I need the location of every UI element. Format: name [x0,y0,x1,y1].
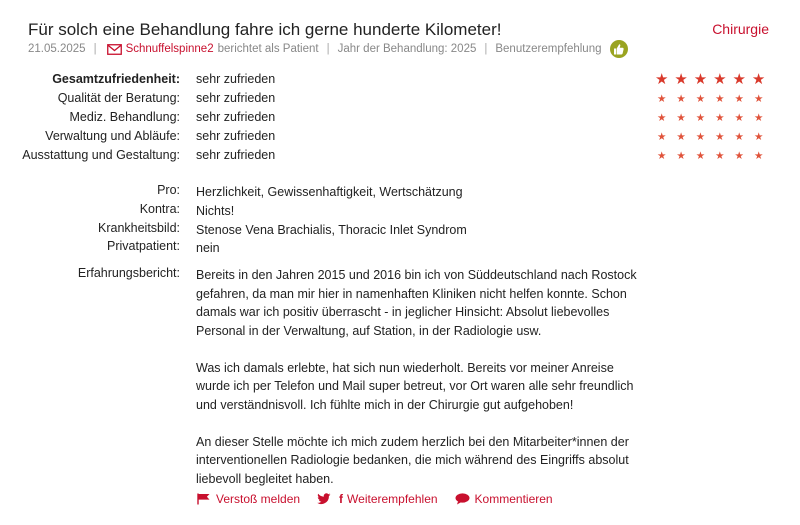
star-icon: ★ [751,71,766,88]
star-icon: ★ [676,150,686,162]
detail-value: Stenose Vena Brachialis, Thoracic Inlet Syndrom [196,223,467,237]
report-paragraph: An dieser Stelle möchte ich mich zudem herzlich bei den Mitarbeiter*innen der interventionellen Radiologie bedanken, die mich während des Eingriffs absolut liebevoll begleitet haben. [196,434,629,486]
star-icon: ★ [676,112,686,124]
experience-report [196,266,641,507]
star-icon: ★ [753,112,764,124]
star-icon: ★ [753,93,764,105]
recommend-button[interactable] [317,492,438,506]
rating-label: Ausstattung und Gestaltung: [22,148,180,162]
report-violation-label: Verstoß melden [216,492,301,506]
separator: | [326,43,330,55]
star-rating [652,90,768,108]
star-icon: ★ [753,150,764,162]
detail-label: Krankheitsbild: [98,221,180,235]
star-icon: ★ [695,150,706,162]
star-icon: ★ [715,93,725,105]
review-title: Für solch eine Behandlung fahre ich gerne hunderte Kilometer! [28,20,502,39]
detail-value: Nichts! [196,204,235,218]
detail-value: Herzlichkeit, Gewissenhaftigkeit, Wertschätzung [196,185,463,199]
report-paragraph: Bereits in den Jahren 2015 und 2016 bin ich von Süddeutschland nach Rostock gefahren, da man mir hier in namenhaften Kliniken nicht helfen konnte. Schon damals war ich positiv überrascht - in jeglicher Hinsicht: Absolut liebevolles Personal in der Verwaltung, auf Station, in der Radiologie usw. [196,268,637,338]
comment-label: Kommentieren [474,492,553,506]
rating-row-treatment [0,109,800,127]
detail-label: Privatpatient: [107,239,180,253]
rating-row-overall [0,71,800,89]
star-icon: ★ [676,93,686,105]
rating-value: sehr zufrieden [196,148,276,162]
report-paragraph: Was ich damals erlebte, hat sich nun wiederholt. Bereits vor meiner Anreise wurde ich per Telefon und Mail super betreut, vor Ort waren alle sehr freundlich und verständnisvoll. Ich fühlte mich in der Chirurgie gut aufgehoben! [196,360,634,412]
recommendation-label: Benutzerempfehlung [495,43,602,55]
star-rating [652,147,768,165]
star-icon: ★ [693,71,708,88]
star-rating [652,109,768,127]
review-date: 21.05.2025 [28,43,86,55]
rating-label: Gesamtzufriedenheit: [52,72,180,86]
star-rating [652,128,768,146]
comment-icon [455,493,470,505]
rating-value: sehr zufrieden [196,110,276,124]
rating-label: Qualität der Beratung: [57,91,180,105]
star-icon: ★ [732,71,746,88]
review-actions [197,492,570,506]
rating-row-facilities [0,147,800,165]
star-icon: ★ [734,112,744,124]
thumbs-up-icon [610,40,628,58]
rating-value: sehr zufrieden [196,91,276,105]
star-icon: ★ [676,131,686,143]
mail-icon[interactable] [107,44,122,55]
star-icon: ★ [734,131,744,143]
twitter-icon [317,493,331,505]
comment-button[interactable] [455,492,553,506]
star-icon: ★ [695,131,706,143]
star-icon: ★ [695,93,706,105]
star-icon: ★ [753,131,764,143]
facebook-icon: f [339,492,344,506]
rating-label: Verwaltung und Abläufe: [45,129,180,143]
author-link[interactable]: Schnuffelspinne2 [125,43,214,55]
rating-row-administration [0,128,800,146]
star-icon: ★ [695,112,706,124]
treatment-year: Jahr der Behandlung: 2025 [337,43,477,55]
star-icon: ★ [656,93,667,105]
detail-value: nein [196,241,220,255]
rating-row-consultation [0,90,800,108]
author-role: berichtet als Patient [217,43,319,55]
star-icon: ★ [734,150,744,162]
star-icon: ★ [656,131,667,143]
star-icon: ★ [656,112,667,124]
rating-label: Mediz. Behandlung: [69,110,180,124]
star-icon: ★ [713,71,727,88]
star-icon: ★ [715,150,725,162]
separator: | [484,43,488,55]
category-link[interactable]: Chirurgie [712,21,769,37]
star-icon: ★ [674,71,688,88]
star-icon: ★ [654,71,669,88]
detail-label: Pro: [157,183,180,197]
star-icon: ★ [715,112,725,124]
star-icon: ★ [656,150,667,162]
star-icon: ★ [734,93,744,105]
separator: | [93,43,97,55]
flag-icon [197,493,211,505]
rating-value: sehr zufrieden [196,129,276,143]
report-violation-button[interactable] [197,492,300,506]
detail-label: Kontra: [139,202,180,216]
star-icon: ★ [715,131,725,143]
review-meta [28,41,628,57]
star-rating [652,71,768,89]
detail-label: Erfahrungsbericht: [77,266,180,280]
rating-value: sehr zufrieden [196,72,276,86]
recommend-label: Weiterempfehlen [347,492,438,506]
